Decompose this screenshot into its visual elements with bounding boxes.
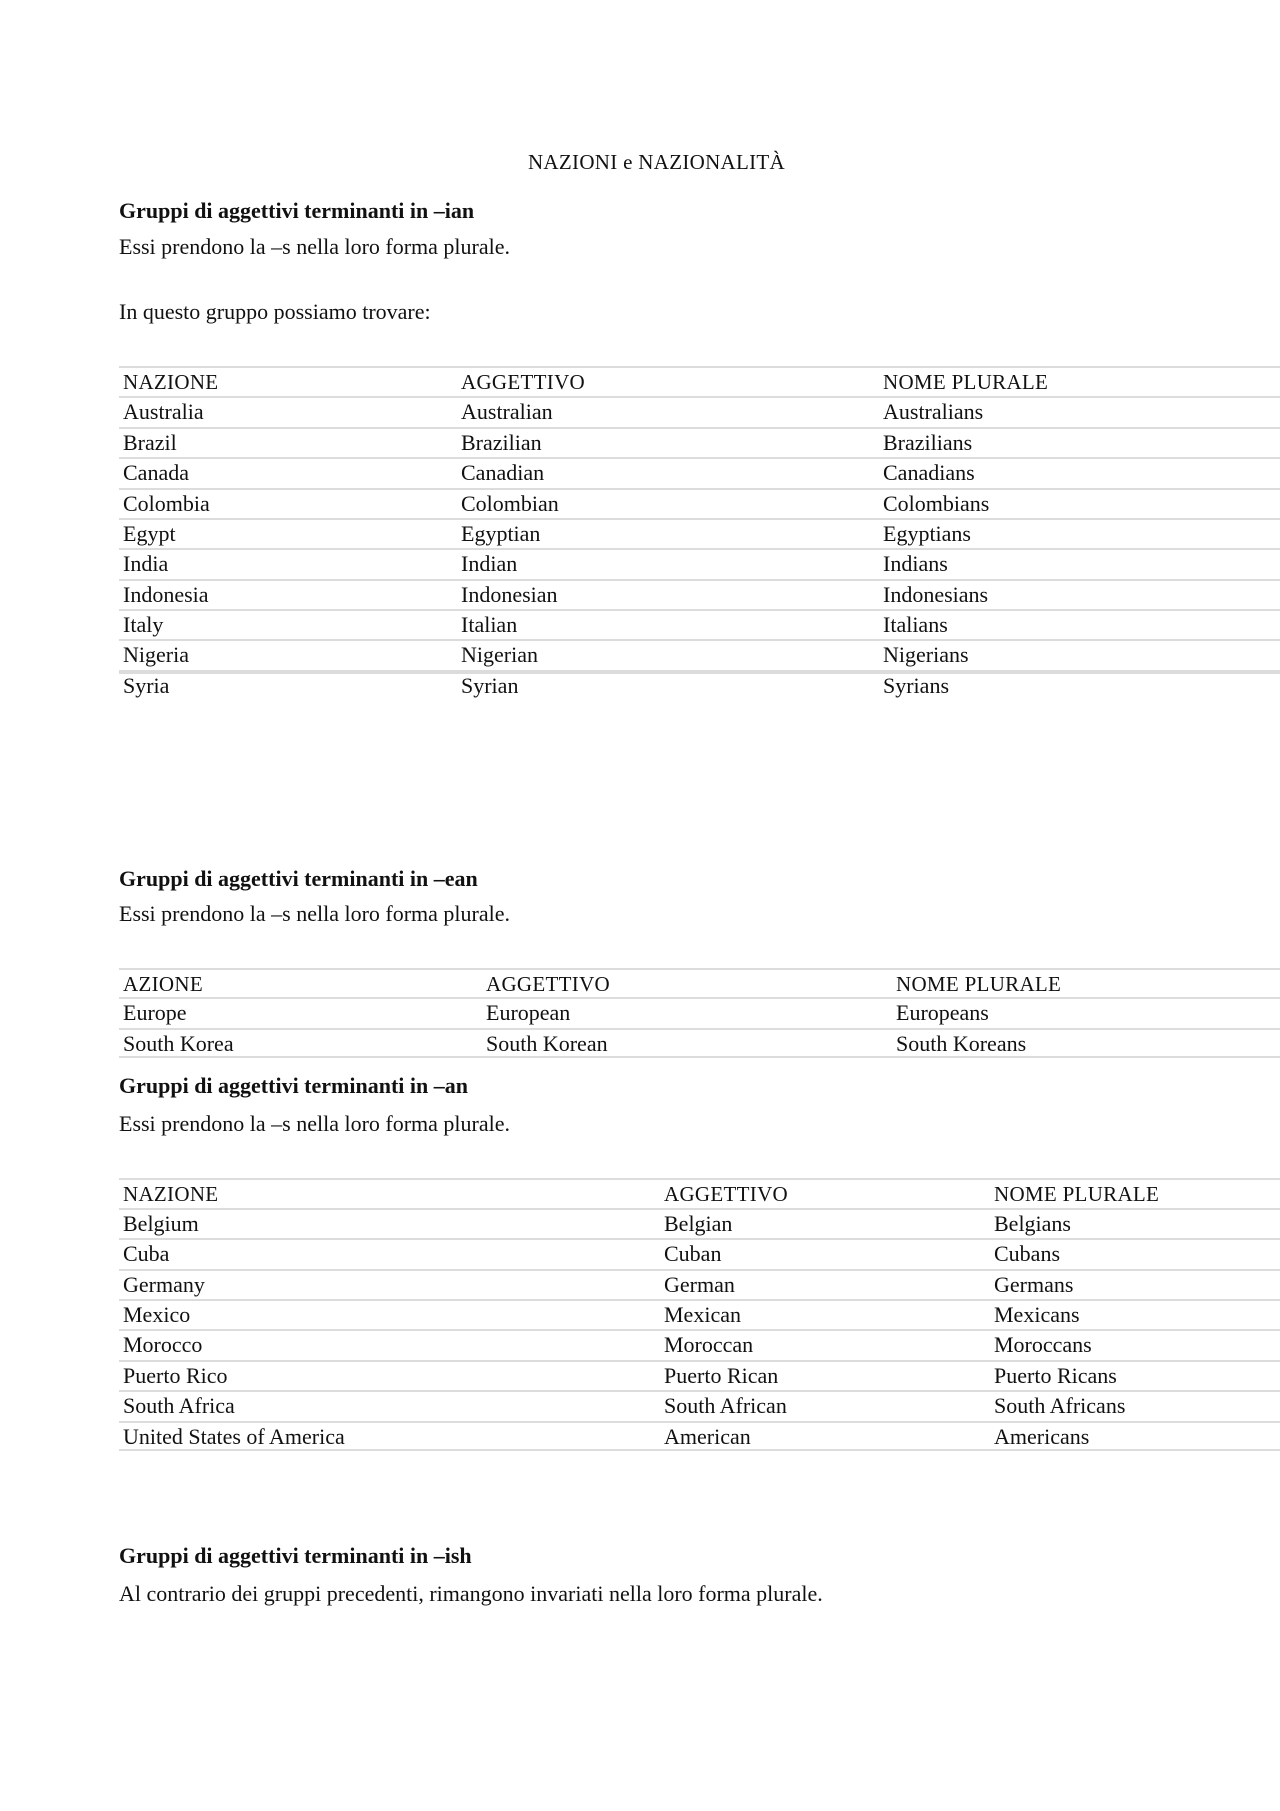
column-header-nome-plurale: NOME PLURALE (883, 370, 1049, 394)
table-row (119, 1238, 1280, 1269)
table-cell-nome-plurale: Puerto Ricans (994, 1363, 1117, 1388)
table-row (119, 1390, 1280, 1421)
table-row (119, 609, 1280, 639)
table-cell-aggettivo: Colombian (461, 491, 559, 516)
table-cell-aggettivo: Australian (461, 399, 553, 424)
column-header-nome-plurale: NOME PLURALE (896, 972, 1062, 996)
table-row (119, 396, 1280, 427)
table-cell-aggettivo: Syrian (461, 673, 519, 698)
table-cell-nome-plurale: Americans (994, 1424, 1090, 1449)
table-cell-nazione: Europe (123, 1000, 187, 1025)
table-row (119, 518, 1280, 548)
table-cell-nome-plurale: South Koreans (896, 1031, 1027, 1056)
table-row (119, 1360, 1280, 1390)
table-cell-aggettivo: Puerto Rican (664, 1363, 779, 1388)
table-cell-nazione: Belgium (123, 1211, 199, 1236)
section-description-an: Essi prendono la –s nella loro forma plurale. (119, 1111, 511, 1136)
table-cell-nome-plurale: Colombians (883, 491, 990, 516)
table-cell-aggettivo: Indian (461, 551, 518, 576)
table-cell-nazione: Italy (123, 612, 164, 637)
table-cell-nome-plurale: Brazilians (883, 430, 973, 455)
table-cell-nazione: Syria (123, 673, 170, 698)
table-cell-nome-plurale: Egyptians (883, 521, 971, 546)
table-cell-aggettivo: Egyptian (461, 521, 541, 546)
table-cell-nome-plurale: Belgians (994, 1211, 1071, 1236)
table-cell-nazione: Puerto Rico (123, 1363, 228, 1388)
table-cell-aggettivo: South African (664, 1393, 787, 1418)
section-description-ian: Essi prendono la –s nella loro forma plurale. (119, 234, 511, 259)
table-cell-nome-plurale: Germans (994, 1272, 1074, 1297)
section-description-ean: Essi prendono la –s nella loro forma plurale. (119, 901, 511, 926)
table-cell-nazione: Indonesia (123, 582, 209, 607)
table-cell-nazione: Canada (123, 460, 189, 485)
table-cell-nome-plurale: Cubans (994, 1241, 1060, 1266)
table-row (119, 579, 1280, 609)
table-row (119, 1028, 1280, 1058)
page-title: NAZIONI e NAZIONALITÀ (527, 150, 786, 174)
table-row (119, 1269, 1280, 1299)
table-cell-nome-plurale: Syrians (883, 673, 949, 698)
column-header-aggettivo: AGGETTIVO (486, 972, 611, 996)
section-intro-ian: In questo gruppo possiamo trovare: (119, 299, 431, 324)
table-cell-nome-plurale: Indians (883, 551, 948, 576)
table-cell-nazione: Nigeria (123, 642, 189, 667)
table-cell-nazione: India (123, 551, 169, 576)
table-cell-nome-plurale: Indonesians (883, 582, 989, 607)
table-cell-nome-plurale: Australians (883, 399, 984, 424)
table-cell-aggettivo: Mexican (664, 1302, 741, 1327)
column-header-nazione: NAZIONE (123, 1182, 219, 1206)
table-cell-aggettivo: Indonesian (461, 582, 558, 607)
section-heading-ean: Gruppi di aggettivi terminanti in –ean (119, 866, 478, 891)
table-cell-nome-plurale: South Africans (994, 1393, 1126, 1418)
table-an (119, 1178, 1280, 1451)
column-header-nazione: AZIONE (123, 972, 203, 996)
table-row (119, 488, 1280, 518)
table-cell-aggettivo: Belgian (664, 1211, 733, 1236)
table-cell-nazione: Morocco (123, 1332, 203, 1357)
table-cell-aggettivo: Cuban (664, 1241, 722, 1266)
table-cell-nazione: South Africa (123, 1393, 235, 1418)
table-cell-aggettivo: German (664, 1272, 735, 1297)
table-ean (119, 968, 1280, 1058)
column-header-nome-plurale: NOME PLURALE (994, 1182, 1160, 1206)
table-row (119, 427, 1280, 457)
table-cell-nome-plurale: Nigerians (883, 642, 969, 667)
table-cell-aggettivo: Canadian (461, 460, 545, 485)
table-ian (119, 366, 1280, 698)
table-cell-aggettivo: Nigerian (461, 642, 538, 667)
table-row (119, 1329, 1280, 1360)
section-heading-ish: Gruppi di aggettivi terminanti in –ish (119, 1543, 472, 1568)
table-header-row (119, 968, 1280, 997)
table-row (119, 1299, 1280, 1329)
column-header-nazione: NAZIONE (123, 370, 219, 394)
table-header-row (119, 366, 1280, 396)
table-row (119, 457, 1280, 488)
table-cell-nazione: Egypt (123, 521, 176, 546)
table-cell-aggettivo: Brazilian (461, 430, 542, 455)
section-heading-an: Gruppi di aggettivi terminanti in –an (119, 1073, 468, 1098)
table-cell-aggettivo: European (486, 1000, 571, 1025)
table-cell-aggettivo: Italian (461, 612, 518, 637)
table-cell-nazione: Brazil (123, 430, 177, 455)
section-heading-ian: Gruppi di aggettivi terminanti in –ian (119, 198, 475, 223)
table-row (119, 1208, 1280, 1238)
table-cell-nazione: Cuba (123, 1241, 170, 1266)
table-cell-nazione: Mexico (123, 1302, 191, 1327)
table-cell-nazione: Australia (123, 399, 204, 424)
table-cell-nome-plurale: Europeans (896, 1000, 989, 1025)
table-cell-nazione: Colombia (123, 491, 210, 516)
table-cell-nazione: South Korea (123, 1031, 234, 1056)
table-cell-nome-plurale: Mexicans (994, 1302, 1080, 1327)
table-cell-nazione: Germany (123, 1272, 205, 1297)
table-cell-aggettivo: American (664, 1424, 751, 1449)
table-cell-aggettivo: South Korean (486, 1031, 608, 1056)
table-row (119, 548, 1280, 579)
table-row (119, 670, 1280, 698)
table-cell-nome-plurale: Italians (883, 612, 948, 637)
table-row (119, 639, 1280, 670)
section-description-ish: Al contrario dei gruppi precedenti, rimangono invariati nella loro forma plurale. (119, 1581, 823, 1606)
table-cell-aggettivo: Moroccan (664, 1332, 754, 1357)
table-cell-nome-plurale: Canadians (883, 460, 975, 485)
table-cell-nazione: United States of America (123, 1424, 345, 1449)
column-header-aggettivo: AGGETTIVO (461, 370, 586, 394)
table-header-row (119, 1178, 1280, 1208)
table-cell-nome-plurale: Moroccans (994, 1332, 1092, 1357)
table-row (119, 1421, 1280, 1451)
column-header-aggettivo: AGGETTIVO (664, 1182, 789, 1206)
table-row (119, 997, 1280, 1028)
